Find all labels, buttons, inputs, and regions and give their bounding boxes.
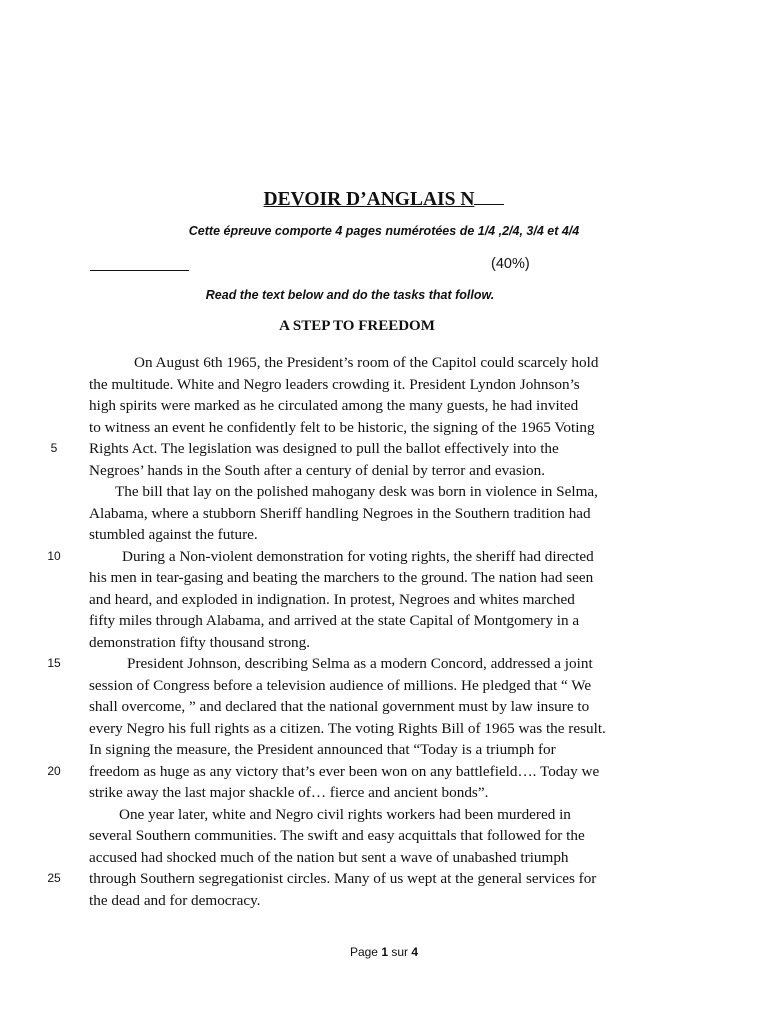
line-number: 20 <box>47 763 61 778</box>
footer-prefix: Page <box>349 945 378 959</box>
passage-line: demonstration fifty thousand strong. <box>89 633 311 651</box>
footer-current-page: 1 <box>381 945 388 959</box>
line-number: 15 <box>47 656 61 670</box>
passage-line: the multitude. White and Negro leaders crowding it. President Lyndon Johnson’s <box>89 375 580 393</box>
footer-middle: sur <box>391 945 409 959</box>
line-number: 5 <box>50 441 58 455</box>
title-blank <box>474 187 504 205</box>
passage-line: On August 6th 1965, the President’s room of the Capitol could scarcely hold <box>134 354 599 371</box>
passage-line: One year later, white and Negro civil rights workers had been murdered in <box>119 805 571 823</box>
title-text: DEVOIR D’ANGLAIS N <box>263 189 475 210</box>
passage-line: several Southern communities. The swift and easy acquittals that followed for the <box>89 827 585 844</box>
passage-line: Negroes’ hands in the South after a century of denial by terror and evasion. <box>89 461 546 479</box>
line-number: 25 <box>47 871 61 885</box>
passage-line: The bill that lay on the polished mahogany desk was born in violence in Selma, <box>115 483 598 500</box>
passage-line: President Johnson, describing Selma as a modern Concord, addressed a joint <box>127 655 593 672</box>
passage-line: the dead and for democracy. <box>89 891 261 909</box>
line-number: 10 <box>47 548 61 563</box>
passage-line: strike away the last major shackle of… fierce and ancient bonds”. <box>89 784 489 801</box>
points-label: (40%) <box>491 256 530 272</box>
name-blank-line <box>90 270 189 271</box>
passage-line: Rights Act. The legislation was designed to pull the ballot effectively into the <box>89 440 559 457</box>
passage-line: stumbled against the future. <box>89 526 258 543</box>
passage-line: During a Non-violent demonstration for voting rights, the sheriff had directed <box>122 547 594 565</box>
passage-line: freedom as huge as any victory that’s ever been won on any battlefield…. Today we <box>89 762 600 780</box>
passage-line: high spirits were marked as he circulated among the many guests, he had invited <box>89 397 579 414</box>
passage-line: In signing the measure, the President announced that “Today is a triumph for <box>89 741 556 758</box>
passage-line: and heard, and exploded in indignation. In protest, Negroes and whites marched <box>89 590 575 608</box>
passage-line: every Negro his full rights as a citizen. The voting Rights Bill of 1965 was the result. <box>89 719 606 737</box>
passage-line: to witness an event he confidently felt to be historic, the signing of the 1965 Voting <box>89 418 595 436</box>
passage-line: shall overcome, ” and declared that the national government must by law insure to <box>89 698 590 715</box>
page-footer <box>0 943 768 961</box>
passage-line: fifty miles through Alabama, and arrived at the state Capital of Montgomery in a <box>89 612 580 629</box>
page-title <box>0 187 768 212</box>
passage-line: session of Congress before a television audience of millions. He pledged that “ We <box>89 676 592 694</box>
page-subtitle: Cette épreuve comporte 4 pages numérotées de 1/4 ,2/4, 3/4 et 4/4 <box>188 224 580 238</box>
instruction-text: Read the text below and do the tasks that follow. <box>205 288 495 302</box>
passage-title: A STEP TO FREEDOM <box>279 318 435 334</box>
passage-line: Alabama, where a stubborn Sheriff handling Negroes in the Southern tradition had <box>89 504 591 522</box>
passage-line: through Southern segregationist circles. Many of us wept at the general services for <box>89 870 597 887</box>
footer-total-pages: 4 <box>411 945 419 959</box>
passage-body <box>89 352 689 911</box>
passage-line: accused had shocked much of the nation but sent a wave of unabashed triumph <box>89 848 569 866</box>
passage-line: his men in tear-gasing and beating the marchers to the ground. The nation had seen <box>89 569 594 586</box>
